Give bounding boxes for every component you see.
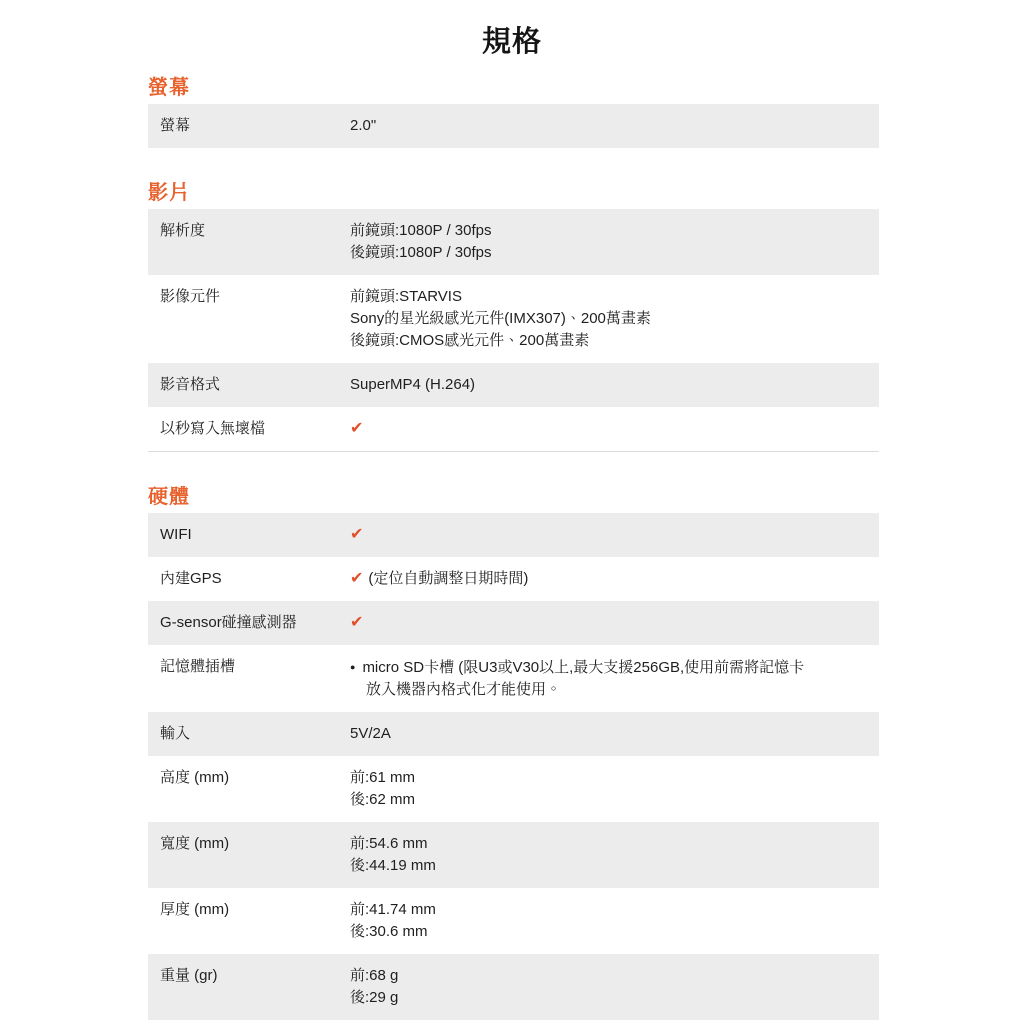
spec-row — [148, 601, 879, 645]
spec-row — [148, 363, 879, 407]
check-icon: ✔ — [350, 420, 364, 437]
spec-value — [350, 612, 869, 634]
spec-label: 影像元件 — [160, 288, 221, 305]
value-line: 前鏡頭:STARVIS — [350, 288, 462, 305]
value-line: 前:54.6 mm — [350, 835, 428, 852]
check-note: (定位自動調整日期時間) — [368, 570, 529, 587]
value-line: 前鏡頭:1080P / 30fps — [350, 222, 492, 239]
spec-table — [148, 209, 879, 452]
check-icon: ✔ — [350, 614, 364, 631]
section-heading: 硬體 — [148, 486, 190, 508]
spec-value — [350, 286, 869, 352]
spec-row — [148, 954, 879, 1020]
page-title: 規格 — [481, 26, 542, 58]
spec-row — [148, 645, 879, 712]
value-line: 後:30.6 mm — [350, 923, 428, 940]
spec-row — [148, 712, 879, 756]
value-line: 後鏡頭:1080P / 30fps — [350, 244, 492, 261]
spec-row — [148, 104, 879, 148]
spec-label: G-sensor碰撞感測器 — [160, 614, 297, 631]
spec-label: 輸入 — [160, 725, 191, 742]
spec-row — [148, 209, 879, 275]
value-line: 放入機器內格式化才能使用。 — [366, 681, 562, 698]
spec-value — [350, 374, 869, 396]
spec-section — [148, 484, 879, 1020]
bullet-icon: ● — [350, 662, 356, 672]
value-line — [350, 612, 869, 634]
spec-value — [350, 418, 869, 440]
spec-value — [350, 899, 869, 943]
value-line — [350, 524, 869, 546]
spec-label: WIFI — [160, 526, 192, 543]
spec-value — [350, 656, 869, 701]
value-line: Sony的星光級感光元件(IMX307)、200萬畫素 — [350, 310, 651, 327]
spec-sections — [148, 75, 879, 1020]
section-heading: 螢幕 — [148, 77, 190, 99]
spec-row — [148, 407, 879, 451]
value-line: 後鏡頭:CMOS感光元件、200萬畫素 — [350, 332, 590, 349]
spec-value — [350, 524, 869, 546]
value-line — [350, 568, 869, 590]
spec-row — [148, 822, 879, 888]
value-line: 後:29 g — [350, 989, 399, 1006]
spec-label: 高度 (mm) — [160, 769, 230, 786]
value-line: 後:62 mm — [350, 791, 416, 808]
spec-section — [148, 75, 879, 148]
spec-table — [148, 513, 879, 1020]
spec-value — [350, 115, 869, 137]
check-icon: ✔ — [350, 526, 364, 543]
value-line: SuperMP4 (H.264) — [350, 376, 476, 393]
section-heading: 影片 — [148, 182, 190, 204]
spec-value — [350, 833, 869, 877]
spec-label: 內建GPS — [160, 570, 222, 587]
spec-value — [350, 568, 869, 590]
spec-row — [148, 557, 879, 601]
check-icon: ✔ — [350, 570, 364, 587]
spec-row — [148, 513, 879, 557]
value-line: 5V/2A — [350, 725, 391, 742]
spec-row — [148, 888, 879, 954]
spec-value — [350, 965, 869, 1009]
spec-label: 影音格式 — [160, 376, 221, 393]
spec-label: 螢幕 — [160, 117, 191, 134]
spec-label: 解析度 — [160, 222, 206, 239]
spec-label: 重量 (gr) — [160, 967, 218, 984]
spec-label: 寬度 (mm) — [160, 835, 230, 852]
value-line: 前:61 mm — [350, 769, 416, 786]
spec-value — [350, 767, 869, 811]
value-line — [350, 418, 869, 440]
value-line: 前:68 g — [350, 967, 399, 984]
spec-table — [148, 104, 879, 148]
value-line: 前:41.74 mm — [350, 901, 436, 918]
value-line: ● micro SD卡槽 (限U3或V30以上,最大支援256GB,使用前需將記憶卡 — [350, 656, 869, 679]
spec-section — [148, 180, 879, 452]
spec-label: 以秒寫入無壞檔 — [160, 420, 266, 437]
spec-value — [350, 220, 869, 264]
spec-row — [148, 756, 879, 822]
value-line: 2.0" — [350, 117, 377, 134]
value-line: 後:44.19 mm — [350, 857, 436, 874]
spec-label: 厚度 (mm) — [160, 901, 230, 918]
spec-row — [148, 275, 879, 363]
spec-value — [350, 723, 869, 745]
spec-label: 記憶體插槽 — [160, 658, 236, 675]
